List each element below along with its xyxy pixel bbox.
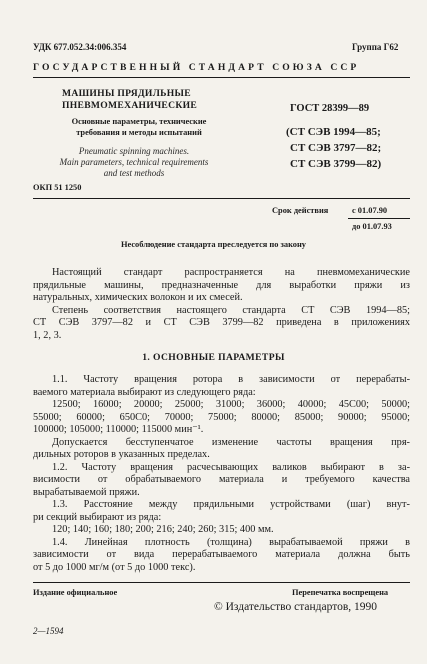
section-line: Допускается бесступенчатое изменение частоты вращения пря- bbox=[52, 436, 410, 448]
section-line: 1.1. Частоту вращения ротора в зависимости от перерабаты- bbox=[52, 374, 410, 385]
footer-rule bbox=[33, 582, 410, 583]
english-title-line-3: and test methods bbox=[103, 168, 165, 178]
validity-rule bbox=[348, 218, 410, 219]
reprint-notice: Перепечатка воспрещена bbox=[292, 588, 389, 597]
section-line: дильных роторов в указанных пределах. bbox=[33, 449, 210, 460]
subtitle-line-2: требования и методы испытаний bbox=[76, 128, 202, 137]
okp-code: ОКП 51 1250 bbox=[33, 183, 82, 192]
subtitle-line-1: Основные параметры, технические bbox=[71, 117, 207, 126]
header-rule bbox=[33, 77, 410, 78]
validity-label: Срок действия bbox=[272, 206, 329, 215]
intro-line: Настоящий стандарт распространяется на пневмомеханические bbox=[52, 267, 410, 278]
validity-to: до 01.07.93 bbox=[352, 222, 392, 231]
section-line: 1.3. Расстояние между прядильными устройствами (шаг) внут- bbox=[52, 499, 410, 510]
udc-code: УДК 677.052.34:006.354 bbox=[33, 42, 127, 52]
section-line: 1.2. Частоту вращения расчесывающих валиков выбирают в за- bbox=[52, 461, 410, 473]
publisher-copyright: © Издательство стандартов, 1990 bbox=[214, 601, 378, 613]
english-title-line-2: Main parameters, technical requirements bbox=[59, 157, 209, 167]
title-line-1: МАШИНЫ ПРЯДИЛЬНЫЕ bbox=[62, 88, 191, 99]
sev-standard-2: СТ СЭВ 3797—82; bbox=[290, 142, 382, 154]
legal-notice: Несоблюдение стандарта преследуется по закону bbox=[120, 240, 306, 249]
intro-line: натуральных, химических волокон и их смесей. bbox=[33, 292, 243, 303]
section-line: висимости от обрабатываемого материала и требуемого качества bbox=[33, 474, 410, 485]
intro-line: прядильные машины, предназначенные для выработки пряжи из bbox=[33, 279, 410, 291]
speed-series-line: 55000; 60000; 650С0; 70000; 75000; 80000; 85000; 90000; 95000; bbox=[33, 411, 410, 423]
intro-line: СТ СЭВ 3797—82 и СТ СЭВ 3799—82 приведена в приложениях bbox=[33, 317, 410, 328]
group-code: Группа Г62 bbox=[352, 42, 399, 52]
intro-line: 1, 2, 3. bbox=[33, 329, 62, 341]
speed-series-line: 12500; 16000; 20000; 25000; 31000; 36000; 40000; 45С00; 50000; bbox=[52, 399, 410, 410]
section-line: 1.4. Линейная плотность (толщина) вырабатываемой пряжи в bbox=[52, 536, 410, 548]
english-title-line-1: Pneumatic spinning machines. bbox=[78, 146, 190, 156]
speed-series-line: 100000; 105000; 110000; 115000 мин⁻¹. bbox=[33, 424, 204, 435]
pitch-series-line: 120; 140; 160; 180; 200; 216; 240; 260; 315; 400 мм. bbox=[52, 524, 274, 535]
official-edition: Издание официальное bbox=[33, 588, 118, 597]
gost-number: ГОСТ 28399—89 bbox=[290, 103, 370, 114]
sev-standard-1: (СТ СЭВ 1994—85; bbox=[286, 126, 381, 138]
section-heading: 1. ОСНОВНЫЕ ПАРАМЕТРЫ bbox=[142, 352, 285, 363]
print-code: 2—1594 bbox=[33, 626, 64, 636]
section-line: ри секций выбирают из ряда: bbox=[33, 511, 162, 523]
intro-line: Степень соответствия настоящего стандарта СТ СЭВ 1994—85; bbox=[52, 304, 410, 316]
title-block-rule bbox=[33, 198, 410, 199]
state-standard-banner: ГОСУДАРСТВЕННЫЙ СТАНДАРТ СОЮЗА ССР bbox=[33, 62, 360, 73]
section-line: от 5 до 1000 мг/м (от 5 до 1000 текс). bbox=[33, 561, 196, 573]
section-line: вырабатываемой пряжи. bbox=[33, 486, 140, 498]
validity-from: с 01.07.90 bbox=[352, 206, 388, 215]
section-line: зависимости от вида перерабатываемого материала должна быть bbox=[33, 549, 410, 560]
section-line: ваемого материала выбирают из следующего ряда: bbox=[33, 386, 256, 398]
sev-standard-3: СТ СЭВ 3799—82) bbox=[290, 158, 382, 170]
title-line-2: ПНЕВМОМЕХАНИЧЕСКИЕ bbox=[62, 100, 198, 111]
